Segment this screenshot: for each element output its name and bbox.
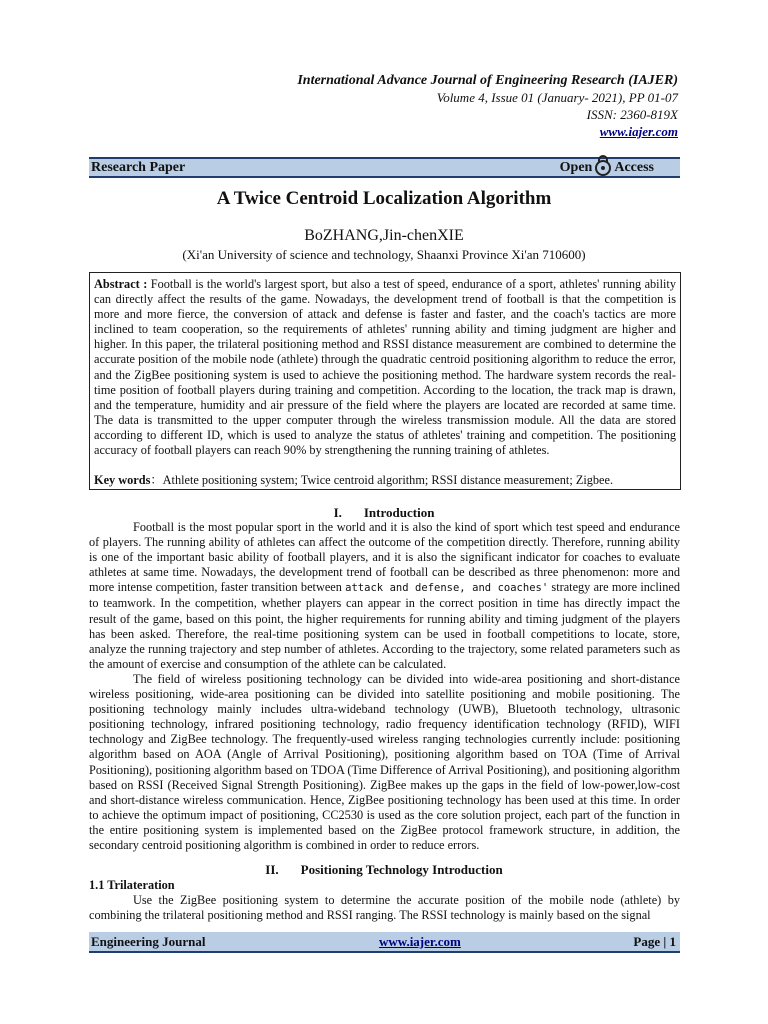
- journal-url-link[interactable]: www.iajer.com: [599, 124, 678, 139]
- footer-url-link[interactable]: www.iajer.com: [379, 934, 461, 949]
- keywords-paragraph: [94, 473, 676, 488]
- intro-paragraph-1: [89, 520, 680, 672]
- trilateration-paragraph: Use the ZigBee positioning system to determine the accurate position of the mobile node (athlete) by combining the trilateral positioning method and RSSI ranging. The RSSI technology is mainly based on the signal: [89, 893, 680, 923]
- trilateration-body: [89, 893, 680, 923]
- volume-info: Volume 4, Issue 01 (January- 2021), PP 01-07: [436, 90, 678, 105]
- paper-type-banner: [89, 157, 680, 178]
- open-access-icon: [595, 160, 611, 176]
- journal-name: International Advance Journal of Engineering Research (IAJER): [297, 73, 678, 88]
- keywords-text: ：Athlete positioning system; Twice centroid algorithm; RSSI distance measurement; Zigbee.: [150, 473, 614, 488]
- page-number: Page | 1: [633, 934, 676, 949]
- subsection-heading-trilateration: 1.1 Trilateration: [89, 878, 175, 892]
- intro-p1-text-b: strategy are more inclined to teamwork. In the competition, whether players can appear in the correct position in time has directly impact the result of the game, based on this point, the higher requirements for running ability and timing judgment of the players has been asked. Therefore, the real-time positioning system can be used in football competitions to locate, store, analyze the running trajectory and step number of athletes. According to the trajectory, some related parameters such as the amount of exercise and consumption of the athlete can be calculated.: [89, 580, 680, 671]
- affiliation: (Xi'an University of science and technology, Shaanxi Province Xi'an 710600): [182, 247, 586, 262]
- section-number: II.: [265, 862, 279, 877]
- open-word: Open: [559, 160, 593, 175]
- authors: BoZHANG,Jin-chenXIE: [304, 227, 464, 244]
- abstract-label: Abstract :: [94, 277, 148, 291]
- keywords-label: Key words: [94, 473, 151, 488]
- section-heading-positioning: [0, 862, 768, 878]
- intro-paragraph-2: The field of wireless positioning technology can be divided into wide-area positioning and short-distance wireless positioning, wide-area positioning can be divided into satellite positioning and mobile positioning. The positioning technology mainly includes ultra-wideband technology (UWB), Bluetooth technology, ultrasonic positioning technology, infrared positioning technology, radio frequency identification technology (RFID), WIFI technology and ZigBee technology. The frequently-used wireless ranging technologies currently include: positioning algorithm based on AOA (Angle of Arrival Positioning), positioning algorithm based on TOA (Time of Arrival Positioning), positioning algorithm based on TDOA (Time Difference of Arrival Positioning), and positioning algorithm based on RSSI (Received Signal Strength Positioning). ZigBee makes up the gaps in the field of low-power,low-cost and short-distance wireless communication. Hence, ZigBee positioning technology has been used at this time. In order to achieve the optimum impact of positioning, CC2530 is used as the core solution project, each part of the function in the entire positioning system is implemented based on the ZigBee protocol framework structure, in addition, the secondary centroid positioning algorithm is combined in order to reduce errors.: [89, 671, 681, 852]
- section-title: Positioning Technology Introduction: [300, 862, 503, 877]
- page-footer: [89, 932, 680, 953]
- intro-p1-mono-text: attack and defense, and coaches': [345, 582, 549, 595]
- access-word: Access: [614, 160, 654, 175]
- introduction-body: [89, 520, 680, 853]
- open-access-label: [560, 159, 654, 176]
- footer-journal: Engineering Journal: [91, 934, 206, 949]
- abstract-paragraph: [94, 277, 676, 458]
- issn: ISSN: 2360-819X: [586, 107, 678, 122]
- abstract-text: Football is the world's largest sport, but also a test of speed, endurance of a sport, athletes' running ability can directly affect the results of the game. Nowadays, the development trend of football is that the competition is more and more fierce, the conversion of attack and defense is faster and faster, and the coach's tactics are more inclined to team cooperation, so the requirements of athletes' running ability and timing judgment are higher and higher. In this paper, the trilateral positioning method and RSSI distance measurement are combined to determine the accurate position of the mobile node (athlete) through the quadratic centroid positioning algorithm to reduce the error, and the ZigBee positioning system is used to achieve the positioning method. The hardware system records the real-time position of football players during training and competition. According to the location, the track map is drawn, and the temperature, humidity and air pressure of the field where the players are located are recorded at same time. The data is transmitted to the upper computer through the wireless transmission module. All the data are stored according to different ID, which is used to analyze the status of athletes' training and competition. The positioning accuracy of football players can reach 90% by strengthening the running training of athletes.: [94, 277, 676, 458]
- intro-p1-text-a: Football is the most popular sport in the world and it is also the kind of sport which test speed and endurance of players. The running ability of athletes can affect the outcome of the competition directly. Therefore, running ability is one of the important basic ability of football players, and it is also the significant indicator for coaches to evaluate athletes at same time. Nowadays, the development trend of football can be described as three phenomenon: more and more intense competition, faster transition between: [89, 520, 680, 595]
- section-heading-introduction: [0, 505, 768, 521]
- section-title: Introduction: [363, 505, 435, 520]
- section-number: I.: [333, 505, 342, 520]
- abstract-box: [89, 272, 681, 490]
- paper-title: A Twice Centroid Localization Algorithm: [216, 188, 552, 209]
- paper-type-label: Research Paper: [91, 160, 186, 175]
